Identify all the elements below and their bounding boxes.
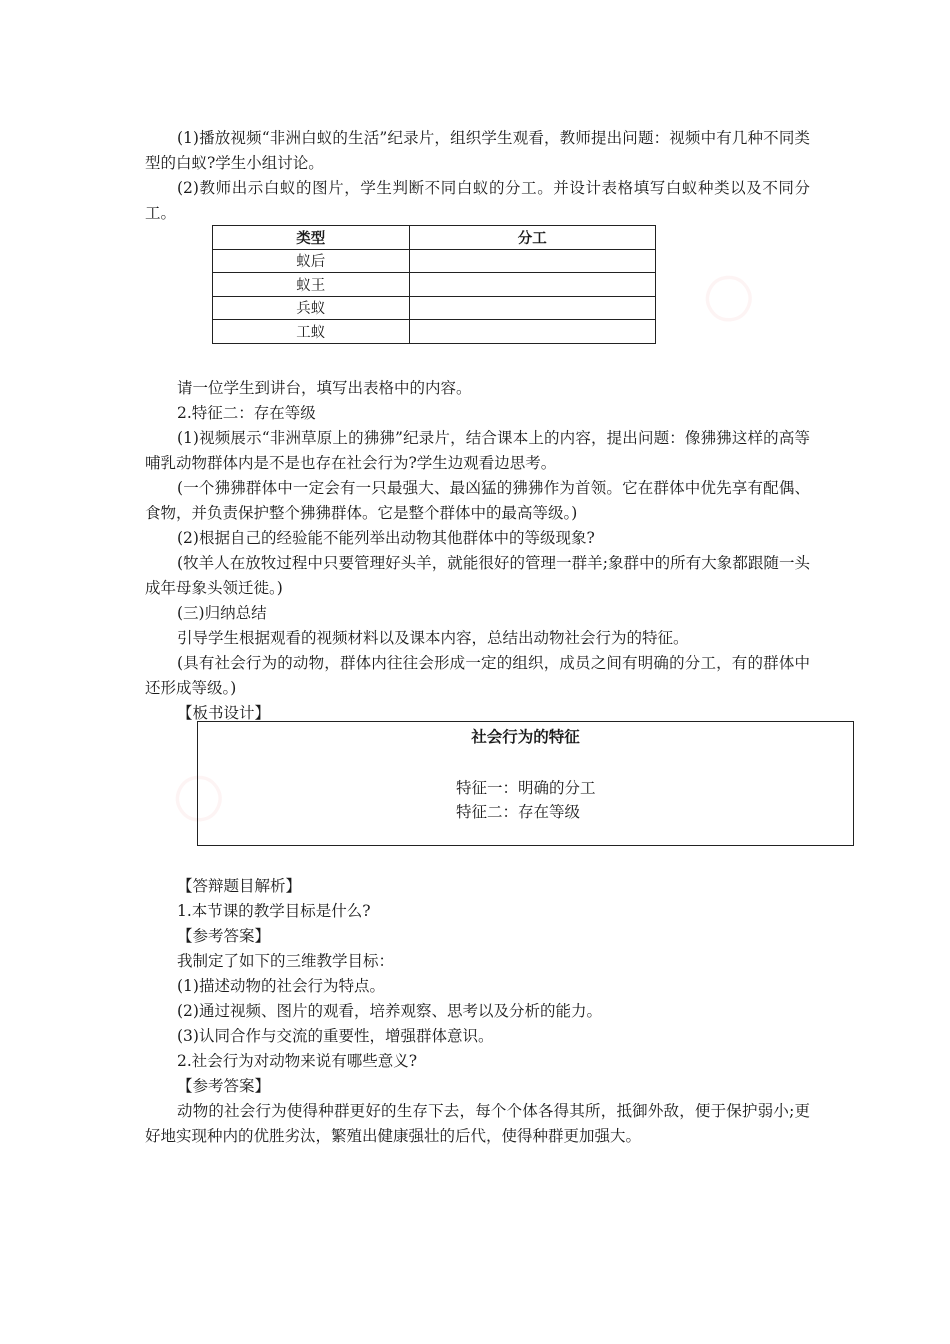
paragraph-student-fill: 请一位学生到讲台，填写出表格中的内容。 [177, 379, 472, 397]
table-header-row [213, 226, 656, 250]
table-row [213, 296, 656, 320]
paragraph-video-baboon: (1)视频展示“非洲草原上的狒狒”纪录片，结合课本上的内容，提出问题：像狒狒这样的高等哺乳动物群体内是不是也存在社会行为?学生边观看边思考。 [145, 429, 810, 472]
table-cell-type: 蚁后 [213, 249, 410, 273]
table-cell-type: 蚁王 [213, 273, 410, 297]
objective-one: (1)描述动物的社会行为特点。 [177, 977, 385, 995]
section-heading-board-design: 【板书设计】 [177, 704, 271, 722]
watermark: ○ [684, 251, 768, 339]
paragraph-summary-answer: (具有社会行为的动物，群体内往往会形成一定的组织，成员之间有明确的分工，有的群体中还形成等级。) [145, 654, 810, 697]
table-cell-division [409, 273, 655, 297]
reference-answer-label: 【参考答案】 [177, 1077, 271, 1095]
board-design-box [197, 721, 854, 846]
paragraph-examples-answer: (牧羊人在放牧过程中只要管理好头羊，就能很好的管理一群羊;象群中的所有大象都跟随一头成年母象头领迁徙。) [145, 554, 810, 597]
question-one: 1.本节课的教学目标是什么? [177, 902, 371, 920]
termite-table [212, 225, 656, 344]
table-cell-type: 兵蚁 [213, 296, 410, 320]
paragraph-objectives-intro: 我制定了如下的三维教学目标： [177, 952, 395, 970]
table-cell-division [409, 249, 655, 273]
section-heading-summary: (三)归纳总结 [177, 604, 267, 622]
table-row [213, 249, 656, 273]
table-cell-division [409, 296, 655, 320]
paragraph-summary-guide: 引导学生根据观看的视频材料以及课本内容，总结出动物社会行为的特征。 [177, 629, 689, 647]
objective-two: (2)通过视频、图片的观看，培养观察、思考以及分析的能力。 [177, 1002, 602, 1020]
watermark: ○ [154, 751, 238, 839]
board-feature-two: 特征二：存在等级 [456, 803, 581, 821]
table-cell-type: 工蚁 [213, 320, 410, 344]
table-header-division: 分工 [409, 226, 655, 250]
table-header-type: 类型 [213, 226, 410, 250]
board-title: 社会行为的特征 [471, 728, 580, 746]
section-heading-hierarchy: 2.特征二：存在等级 [177, 404, 316, 422]
paragraph-video-termite: (1)播放视频“非洲白蚁的生活”纪录片，组织学生观看，教师提出问题：视频中有几种不同类型的白蚁?学生小组讨论。 [145, 129, 810, 172]
table-cell-division [409, 320, 655, 344]
question-two: 2.社会行为对动物来说有哪些意义? [177, 1052, 418, 1070]
table-row [213, 273, 656, 297]
board-feature-one: 特征一：明确的分工 [456, 779, 596, 797]
objective-three: (3)认同合作与交流的重要性，增强群体意识。 [177, 1027, 494, 1045]
table-row [213, 320, 656, 344]
paragraph-termite-images: (2)教师出示白蚁的图片，学生判断不同白蚁的分工。并设计表格填写白蚁种类以及不同分工。 [145, 179, 810, 222]
paragraph-baboon-answer: (一个狒狒群体中一定会有一只最强大、最凶猛的狒狒作为首领。它在群体中优先享有配偶、食物，并负责保护整个狒狒群体。它是整个群体中的最高等级。) [145, 479, 810, 522]
reference-answer-label: 【参考答案】 [177, 927, 271, 945]
paragraph-question-examples: (2)根据自己的经验能不能列举出动物其他群体中的等级现象? [177, 529, 595, 547]
paragraph-social-meaning: 动物的社会行为使得种群更好的生存下去，每个个体各得其所，抵御外敌，便于保护弱小;更好地实现种内的优胜劣汰，繁殖出健康强壮的后代，使得种群更加强大。 [145, 1102, 810, 1145]
section-heading-defense: 【答辩题目解析】 [177, 877, 302, 895]
